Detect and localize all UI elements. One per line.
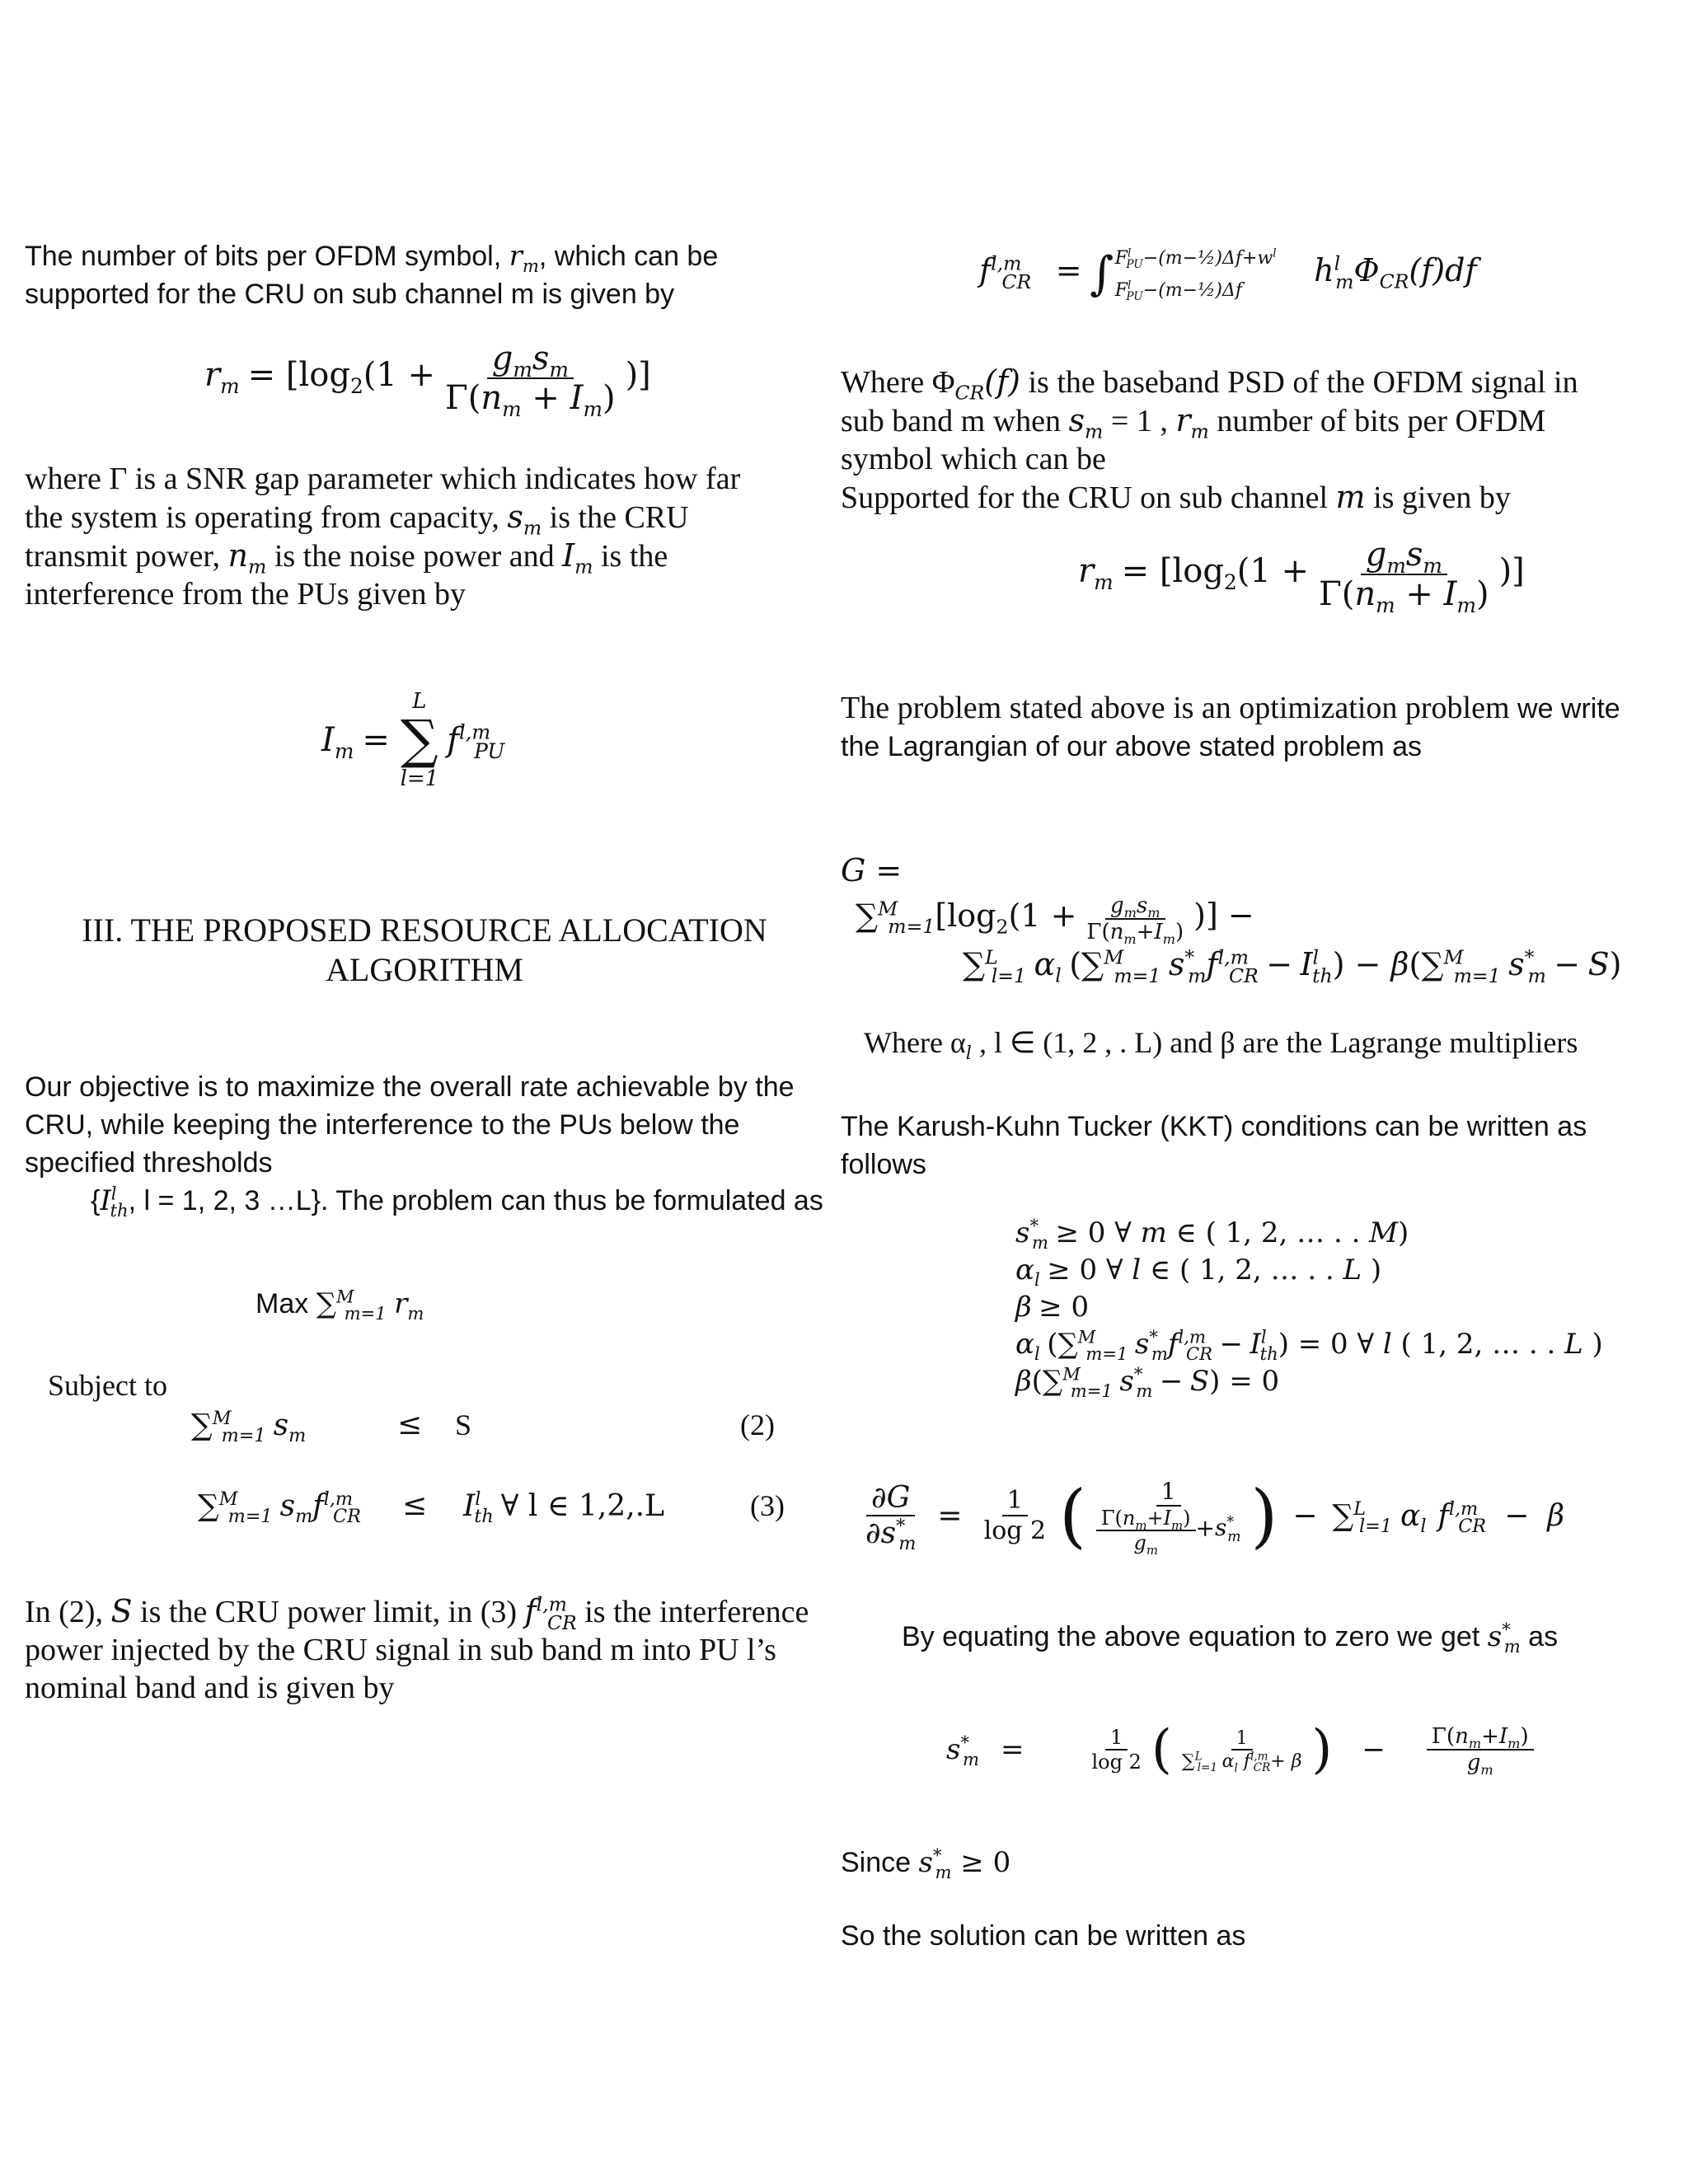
le-sign-2: ≤ <box>402 1488 428 1522</box>
equating-sentence: By equating the above equation to zero we get $s^*_m$ as <box>902 1619 1559 1657</box>
constraint-power: ∑$^M_{m=1}$ $s_m$ <box>191 1408 307 1447</box>
kkt-intro: The Karush-Kuhn Tucker (KKT) conditions can be written as follows <box>841 1111 1587 1180</box>
constraint-power-rhs: S <box>455 1408 472 1441</box>
derivative-equation: $\frac{\partial G}{\partial s^*_m}$ = $\frac{1}{\log 2}$ ( 1 $\frac{\Gamma(n_m+I_m)}{g_m}$ $+s^*_m$ ) − ∑$^L_{l=1}$ $\alpha_l$ $f^{l,m}_{CR}$ − β <box>865 1475 1565 1558</box>
psd-explanation: Where $\Phi_{CR}(f)$ is the baseband PSD of the OFDM signal in sub band m when $s_m = 1$ , $r_m$ number of bits per OFDM symbol which can be Supported for the CRU on sub channel m is given by <box>841 363 1578 515</box>
constraint-interference: ∑$^M_{m=1}$ $s_mf^{l,m}_{CR}$ <box>198 1488 361 1528</box>
section-heading: III. THE PROPOSED RESOURCE ALLOCATION ALGORITHM <box>82 912 767 988</box>
intro-paragraph: The number of bits per OFDM symbol, $r_m$, which can be supported for the CRU on sub channel m is given by <box>25 240 719 310</box>
power-note: In (2), S is the CRU power limit, in (3) $f^{l,m}_{CR}$ is the interference power injected by the CRU signal in sub band m into PU l’s nominal band and is given by <box>25 1592 809 1705</box>
gamma-explanation: where Γ is a SNR gap parameter which indicates how far the system is operating from capacity, $s_m$ is the CRU transmit power, $n_m$ is the noise power and $I_m$ is the interference from the PUs given by <box>25 462 741 612</box>
kkt-conditions: $s^*_m \ge 0$ ∀ m ∈ ( 1, 2, … . . M) $\alpha_l \ge 0$ ∀ l ∈ ( 1, 2, … . . L ) β ≥ 0 $\alpha_l$ (∑$^M_{m=1}$ $s^*_mf^{l,m}_{CR} - I^l_{th}) = 0$ ∀ l ( 1, 2, … . . L ) β(∑$^M_{m=1}$ $s^*_m - S) = 0$ <box>1015 1215 1603 1401</box>
solution-sentence: So the solution can be written as <box>841 1920 1246 1952</box>
objective-max: Max ∑$^M_{m=1}$ $r_m$ <box>256 1286 424 1324</box>
problem-paragraph: The problem stated above is an optimization problem we write the Lagrangian of our above stated problem as <box>841 691 1620 762</box>
subject-to: Subject to <box>48 1369 167 1402</box>
objective-paragraph: Our objective is to maximize the overall rate achievable by the CRU, while keeping the interference to the PUs below the specified thresholds {$I^l_{th}$, l = 1, 2, 3 …L}. The problem can thus be formulated as <box>25 1071 823 1221</box>
multipliers-sentence: Where $\alpha_l$ , l ∈ (1, 2 , . L) and β are the Lagrange multipliers <box>864 1026 1578 1065</box>
constraint-interference-rhs: $I^l_{th}$ ∀ l ∈ 1,2,.L <box>463 1488 664 1528</box>
interference-integral-equation: $f^{l,m}_{CR}$ = ∫ $F^l_{PU}-(m-\frac{1}{2})\Delta f+w^l$ $F^l_{PU}-(m-\frac{1}{2})\Delta f$ $h^l_m\Phi_{CR}(f)df$ <box>979 246 1477 303</box>
rate-equation-repeat: $r_m = [\log_2(1$ + $\frac{g_ms_m}{\Gamma(n_m + I_m)}$ )] <box>1078 536 1525 617</box>
solution-equation: $s^*_m$ = $\frac{1}{\log 2}$ ( $\frac{1}{\sum^L_{l=1} \alpha_l f^{l,m}_{CR}+ \beta}$ ) − $\frac{\Gamma(n_m+I_m)}{g_m}$ <box>946 1719 1539 1780</box>
le-sign-1: ≤ <box>397 1408 423 1441</box>
since-sentence: Since $s^*_m \ge 0$ <box>841 1844 1011 1882</box>
interference-sum-equation: $I_m$ = L ∑ l=1 $f^{l,m}_{PU}$ <box>321 689 505 791</box>
equation-label-3: (3) <box>750 1489 785 1522</box>
rate-equation: $r_m = [\log_2(1$ + $\frac{g_ms_m}{\Gamma(n_m + I_m)}$ )] <box>204 340 651 421</box>
lagrangian-equation: G = $\sum^M_{m=1}[\log_2(1$ + $\frac{g_ms_m}{\Gamma(n_m+I_m)}$ )] − ∑$^L_{l=1}$ $\alpha_l$ (∑$^M_{m=1}$ $s^*_mf^{l,m}_{CR} - I^l_{th}) - \beta(\sum^M_{m=1}$ $s^*_m - S$) <box>841 852 1622 987</box>
equation-label-2: (2) <box>740 1408 775 1441</box>
